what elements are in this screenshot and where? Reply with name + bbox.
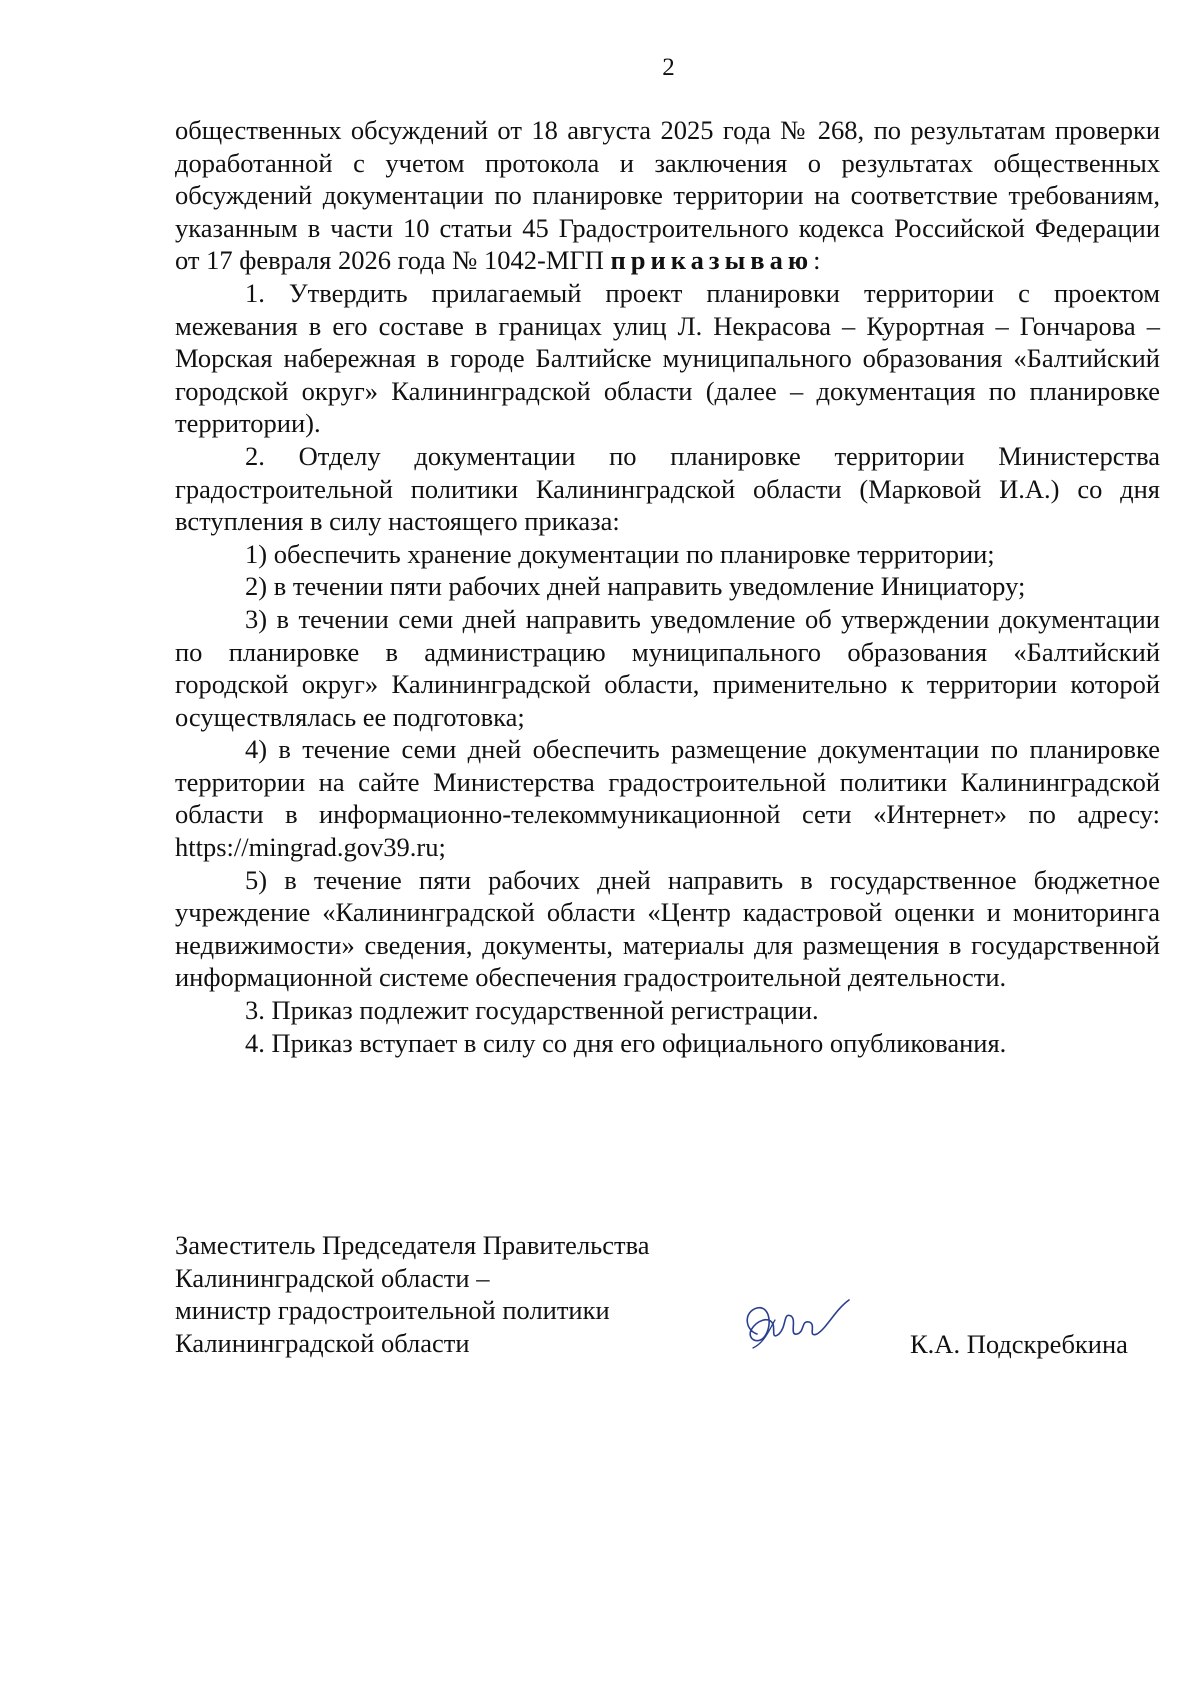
subitem-3: 3) в течении семи дней направить уведомление об утверждении документации по планировке в администрацию муниципального образования «Балтийский городской округ» Калининградской области, применительно к территории которой осуществлялась ее подготовка; (175, 603, 1160, 732)
item-1: 1. Утвердить прилагаемый проект планировки территории с проектом межевания в его составе в границах улиц Л. Некрасова – Курортная – Гончарова – Морская набережная в городе Балтийске муниципального образования «Балтийский городской округ» Калининградской области (далее – документация по планировке территории). (175, 277, 1160, 439)
subitem-5: 5) в течение пяти рабочих дней направить в государственное бюджетное учреждение «Калининградской области «Центр кадастровой оценки и мониторинга недвижимости» сведения, документы, материалы для размещения в государственной информационной системе обеспечения градостроительной деятельности. (175, 864, 1160, 993)
order-body (175, 114, 1160, 1059)
intro-paragraph (175, 114, 1160, 277)
handwritten-signature (735, 1290, 855, 1360)
signatory-title (175, 1229, 650, 1359)
item-2: 2. Отделу документации по планировке территории Министерства градостроительной политики Калининградской области (Марковой И.А.) со дня вступления в силу настоящего приказа: (175, 440, 1160, 537)
signatory-line-3: министр градостроительной политики (175, 1295, 610, 1326)
signatory-line-1: Заместитель Председателя Правительства (175, 1230, 650, 1260)
signer-name: К.А. Подскребкина (910, 1329, 1128, 1359)
intro-text: общественных обсуждений от 18 августа 2025 года № 268, по результатам проверки доработанной с учетом протокола и заключения о результатах общественных обсуждений документации по планировке территории на соответствие требованиям, указанным в части 10 статьи 45 Градостроительного кодекса Российской Федерации от 17 февраля 2026 года № 1042-МГП (175, 115, 1160, 276)
page-number: 2 (662, 54, 675, 81)
order-word: приказываю (610, 245, 814, 276)
subitem-1: 1) обеспечить хранение документации по планировке территории; (245, 538, 995, 569)
intro-colon: : (813, 245, 821, 276)
signatory-line-4: Калининградской области (175, 1327, 470, 1358)
item-4: 4. Приказ вступает в силу со дня его официального опубликования. (245, 1027, 1007, 1058)
item-3: 3. Приказ подлежит государственной регистрации. (245, 995, 819, 1026)
subitem-2: 2) в течении пяти рабочих дней направить уведомление Инициатору; (245, 571, 1026, 602)
signatory-line-2: Калининградской области – (175, 1262, 490, 1293)
subitem-4: 4) в течение семи дней обеспечить размещение документации по планировке территории на сайте Министерства градостроительной политики Калининградской области в информационно-телекоммуникационной сети «Интернет» по адресу: https://mingrad.gov39.ru; (175, 734, 1160, 863)
